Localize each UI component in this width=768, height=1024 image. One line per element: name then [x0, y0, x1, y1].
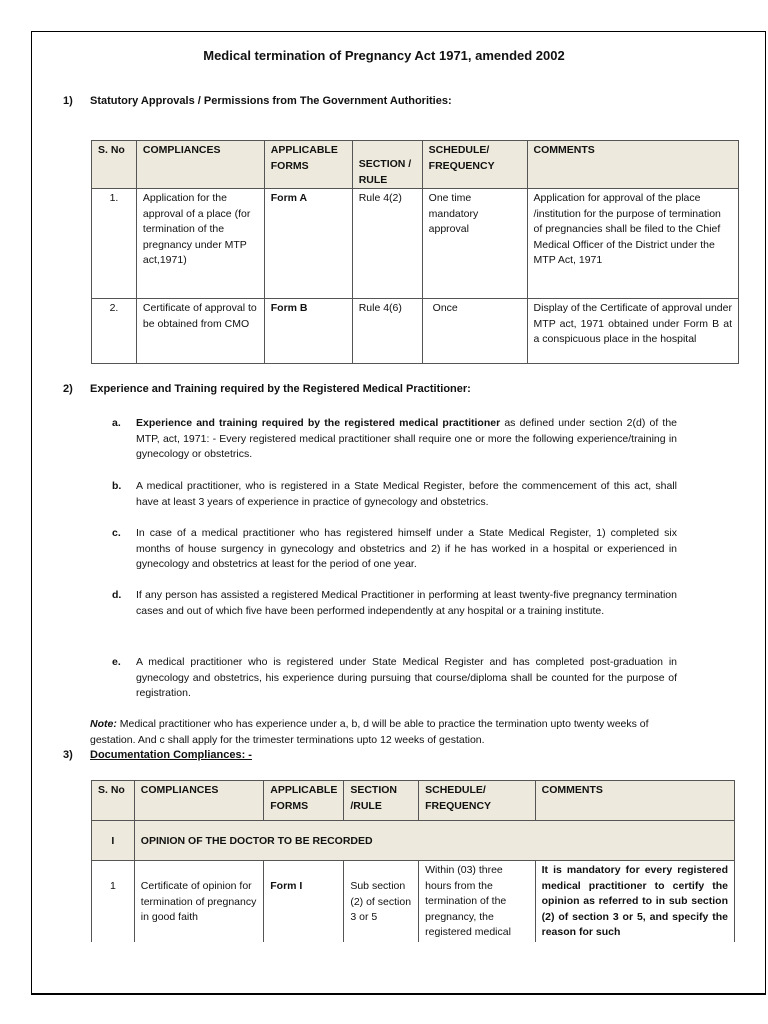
list-item-lead: Experience and training required by the registered medical practitioner [136, 417, 501, 429]
note-paragraph [90, 717, 680, 748]
cell-comments: Application for approval of the place /institution for the purpose of termination of pregnancies shall be filed to the Chief Medical Officer of the District under the MTP Act, 1971 [527, 189, 738, 299]
header-sno: S. No [92, 781, 135, 821]
header-comments: COMMENTS [535, 781, 734, 821]
cell-sno: 1 [92, 861, 135, 943]
table-row [92, 189, 739, 299]
cell-form: Form B [264, 299, 352, 364]
cell-schedule: Within (03) three hours from the termination of the pregnancy, the registered medical [419, 861, 535, 943]
header-compliances: COMPLIANCES [134, 781, 263, 821]
group-label: OPINION OF THE DOCTOR TO BE RECORDED [134, 821, 734, 861]
approvals-table [91, 140, 739, 364]
cell-comments: Display of the Certificate of approval under MTP act, 1971 obtained under Form B at a conspicuous place in the hospital [527, 299, 738, 364]
cell-form: Form I [264, 861, 344, 943]
list-item-rest: as defined under section 2(d) of the MTP, act, 1971: - Every registered medical practitioner shall require one or more the following experience/training in gynecology or obstetrics. [136, 417, 678, 460]
list-item-text [136, 416, 677, 463]
header-sno: S. No [92, 141, 137, 189]
section-title: Experience and Training required by the Registered Medical Practitioner: [90, 383, 471, 395]
note-label: Note: [90, 718, 117, 730]
cell-rule: Sub section (2) of section 3 or 5 [344, 861, 419, 943]
list-item-text: A medical practitioner, who is registered in a State Medical Register, before the commencement of this act, shall have at least 3 years of experience in practice of gynecology and obstetrics. [136, 480, 677, 508]
cell-compliance: Certificate of opinion for termination of pregnancy in good faith [134, 861, 263, 943]
cell-schedule: Once [422, 299, 527, 364]
list-marker: b. [112, 480, 122, 492]
cell-rule: Rule 4(6) [352, 299, 422, 364]
list-marker: e. [112, 656, 121, 668]
table-row [92, 299, 739, 364]
header-compliances: COMPLIANCES [136, 141, 264, 189]
documentation-table-viewport [91, 780, 741, 942]
list-item-text: A medical practitioner who is registered under State Medical Register and has completed post-graduation in gynecology and obstetrics, his experience during pursuing that course/diploma shall be counted for the purpose of registration. [136, 656, 677, 699]
header-forms: APPLICABLE FORMS [264, 781, 344, 821]
table-row [92, 861, 735, 943]
documentation-table [91, 780, 735, 942]
section-number: 2) [63, 383, 73, 395]
section-title: Statutory Approvals / Permissions from The Government Authorities: [90, 95, 452, 107]
header-comments: COMMENTS [527, 141, 738, 189]
cell-form: Form A [264, 189, 352, 299]
header-section-rule: SECTION / RULE [352, 141, 422, 189]
section-number: 1) [63, 95, 73, 107]
table-header-row [92, 781, 735, 821]
header-schedule: SCHEDULE/ FREQUENCY [422, 141, 527, 189]
cell-compliance: Certificate of approval to be obtained from CMO [136, 299, 264, 364]
header-forms: APPLICABLE FORMS [264, 141, 352, 189]
header-section-rule: SECTION /RULE [344, 781, 419, 821]
list-marker: d. [112, 589, 122, 601]
cell-schedule: One time mandatory approval [422, 189, 527, 299]
table-header-row [92, 141, 739, 189]
list-item-text: If any person has assisted a registered Medical Practitioner in performing at least twenty-five pregnancy termination cases and out of which five have been performed independently at any hospital or a training institute. [136, 589, 677, 617]
cell-rule: Rule 4(2) [352, 189, 422, 299]
group-row [92, 821, 735, 861]
document-title: Medical termination of Pregnancy Act 1971, amended 2002 [203, 48, 565, 63]
note-text: Medical practitioner who has experience under a, b, d will be able to practice the termination upto twenty weeks of gestation. And c shall apply for the trimester terminations upto 12 weeks of gestation. [90, 718, 649, 746]
cell-compliance: Application for the approval of a place (for termination of the pregnancy under MTP act,1971) [136, 189, 264, 299]
group-sno: I [92, 821, 135, 861]
section-title: Documentation Compliances: - [90, 749, 252, 761]
cell-sno: 2. [92, 299, 137, 364]
section-number: 3) [63, 749, 73, 761]
cell-sno: 1. [92, 189, 137, 299]
list-marker: a. [112, 417, 121, 429]
header-schedule: SCHEDULE/ FREQUENCY [419, 781, 535, 821]
cell-comments: It is mandatory for every registered medical practitioner to certify the opinion as referred to in sub section (2) of section 3 or 5, and specify the reason for such [535, 861, 734, 943]
list-item-text: In case of a medical practitioner who has registered himself under a State Medical Register, 1) completed six months of house surgency in gynecology and obstetrics and 2) if he has worked in a hospital or experienced in gynecology and obstetrics at least for the period of one year. [136, 527, 677, 570]
list-marker: c. [112, 527, 121, 539]
